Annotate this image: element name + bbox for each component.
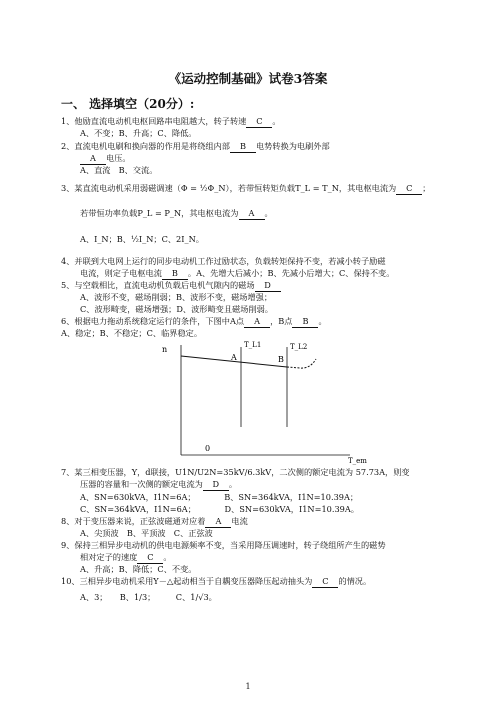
answer-blank: A (80, 153, 106, 165)
options-6: A、稳定；B、不稳定；C、临界稳定。 (61, 328, 203, 338)
answer-blank: C (396, 183, 422, 195)
tem-axis-label: T_em (348, 457, 367, 465)
question-2-cont (80, 153, 131, 165)
tl2-label: T_L2 (290, 343, 308, 351)
question-text: 2、直流电机电刷和换向器的作用是将绕组内部 (61, 141, 230, 151)
question-text-end: 的情况。 (338, 576, 372, 586)
answer-blank: A (239, 208, 265, 220)
question-text: 若带恒功率负载P_L = P_N，其电枢电流为 (80, 208, 239, 218)
options-9: A、升高；B、降低；C、不变。 (80, 564, 197, 574)
question-text-end: 。 (272, 116, 281, 126)
n-axis-label: n (162, 345, 168, 354)
question-text-end: 。 (264, 208, 273, 218)
question-4: 4、并联到大电网上运行的同步电动机工作过励状态，负载转矩保持不变，若减小转子励磁 (61, 256, 386, 266)
options-5b: C、波形畸变，磁场增强；D、波形畸变且磁场削弱。 (80, 304, 273, 314)
answer-blank-b: B (292, 316, 318, 328)
question-3-cont (80, 208, 273, 220)
section-heading: 一、 选择填空（20分）: (61, 97, 195, 111)
question-5 (61, 280, 281, 292)
question-6 (61, 316, 327, 328)
answer-blank: C (312, 576, 338, 588)
question-7: 7、某三相变压器，Y，d联接，U1N/U2N=35kV/6.3kV，二次侧的额定电流为 57.73A，则变 (61, 467, 410, 477)
point-b-label: B (278, 355, 284, 364)
question-text: 6、根据电力拖动系统稳定运行的条件，下图中A点 (61, 316, 245, 326)
answer-blank: C (246, 116, 272, 128)
question-text-end: 。A、先增大后减小；B、先减小后增大；C、保持不变。 (187, 268, 395, 278)
options-8: A、尖顶波 B、平顶波 C、正弦波 (80, 528, 213, 538)
question-3 (61, 183, 430, 195)
options-7a: A、SN=630kVA，I1N=6A； B、SN=364kVA，I1N=10.39A； (80, 492, 359, 502)
question-text: 相对定子的速度 (80, 552, 138, 562)
options-5a: A、波形不变，磁场削弱；B、波形不变，磁场增强； (80, 292, 273, 302)
question-text-end: 。 (228, 479, 238, 489)
question-text: 10、三相异步电动机采用Y－△起动相当于自耦变压器降压起动抽头为 (61, 576, 313, 586)
answer-blank-a: A (244, 316, 270, 328)
question-8 (61, 516, 248, 528)
question-text-mid: ，B点 (270, 316, 293, 326)
options-2: A、直流 B、交流。 (80, 165, 158, 175)
question-4-cont (80, 268, 394, 280)
question-text: 5、与空载相比，直流电动机负载后电机气隙内的磁场 (61, 280, 255, 290)
characteristic-curve-tail (287, 359, 316, 368)
page-number: 1 (245, 682, 251, 691)
page-title: 《运动控制基础》试卷3答案 (168, 71, 328, 86)
options-1: A、不变；B、升高；C、降低。 (80, 128, 197, 138)
answer-blank: B (162, 268, 188, 280)
question-10 (61, 576, 371, 588)
question-1 (61, 116, 281, 128)
answer-blank: C (137, 552, 163, 564)
question-9-cont (80, 552, 172, 564)
origin-label: 0 (205, 444, 211, 453)
answer-blank: B (230, 141, 256, 153)
stability-diagram (150, 335, 380, 465)
question-2 (61, 141, 330, 153)
question-text-end: 电压。 (106, 153, 131, 163)
question-text: 3、某直流电动机采用弱磁调速（Φ = ½Φ_N），若带恒转矩负载T_L = T_N，其电枢电流为 (61, 183, 397, 193)
answer-blank: D (203, 479, 229, 491)
question-text-end: 。 (318, 316, 327, 326)
question-text-end: ； (422, 183, 431, 193)
point-a-label: A (231, 353, 237, 362)
question-9: 9、保持三相异步电动机的供电电源频率不变，当采用降压调速时，转子绕组所产生的磁势 (61, 540, 386, 550)
question-text-end: 电流 (231, 516, 248, 526)
question-text: 压器的容量和一次侧的额定电流为 (80, 479, 203, 489)
answer-blank: D (255, 280, 281, 292)
question-text: 1、他励直流电动机电枢回路串电阻越大，转子转速 (61, 116, 247, 126)
question-text-end: 电势转换为电刷外部 (255, 141, 330, 151)
tl1-label: T_L1 (244, 341, 262, 349)
question-text-end: 。 (163, 552, 172, 562)
question-7-cont (80, 479, 237, 491)
options-10: A、3； B、1/3； C、1/√3。 (80, 592, 217, 602)
answer-blank: A (205, 516, 231, 528)
options-7b: C、SN=364kVA，I1N=6A； D、SN=630kVA，I1N=10.39A。 (80, 504, 359, 514)
options-3: A、I_N；B、½I_N；C、2I_N。 (80, 234, 204, 244)
question-text: 8、对于变压器来说，正弦波磁通对应着 (61, 516, 206, 526)
question-text: 电流，则定子电枢电流 (80, 268, 162, 278)
